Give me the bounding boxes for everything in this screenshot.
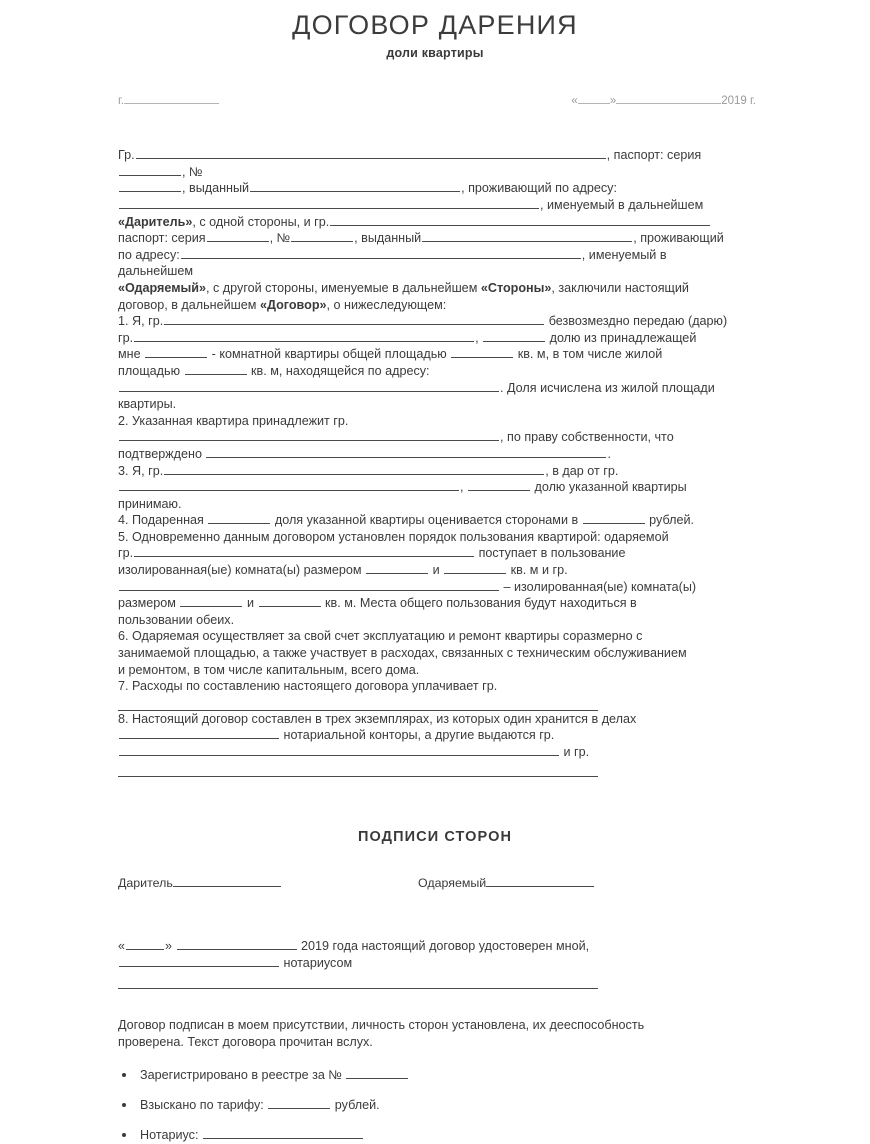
clause-5-and-label-2: и [246, 596, 255, 611]
clause-1-share-blank [483, 330, 545, 342]
notary-line-1 [118, 938, 730, 955]
clause-8-party-2-blank [118, 761, 598, 777]
donor-passport-number-blank [119, 180, 181, 192]
tariff-amount-blank [268, 1097, 330, 1109]
date-field [571, 93, 756, 107]
concluded-label: , заключили настоящий [551, 280, 689, 295]
clause-5-isolated-label: – изолированная(ые) комната(ы) [503, 579, 697, 594]
passport-number-label: , № [182, 164, 203, 179]
clause-6-line-3: и ремонтом, в том числе капитальным, всего дома. [118, 662, 420, 677]
clause-2-ownership-label: , по праву собственности, что [500, 430, 674, 445]
clause-1-address-blank [119, 380, 499, 392]
preamble-line-8 [118, 297, 730, 314]
preamble-line-6 [118, 247, 730, 280]
clause-1-donor-blank [164, 313, 544, 325]
donee-signature-field [418, 875, 594, 890]
issued-by-label: , выданный [182, 181, 250, 196]
clause-1-gr-label: гр. [118, 330, 134, 345]
preamble-block [118, 147, 730, 313]
clause-1-share-calc-label: . Доля исчислена из жилой площади [500, 380, 715, 395]
donor-address-label: , проживающий по адресу: [461, 181, 617, 196]
donee-issued-label: , выданный [354, 231, 422, 246]
following-label: , о нижеследующем: [326, 297, 447, 312]
preamble-line-7 [118, 280, 730, 297]
clause-1-share-label: долю из принадлежащей [549, 330, 697, 345]
clause-4 [118, 512, 730, 529]
clause-5-line-4 [118, 579, 730, 596]
title-block [0, 0, 870, 60]
donor-term-label: «Даритель» [118, 214, 193, 229]
donee-signature-blank [486, 875, 594, 887]
donee-name-blank [330, 214, 710, 226]
clause-5-donor-blank [119, 579, 499, 591]
clause-8-notary-office-blank [119, 727, 279, 739]
year-label: 2019 г. [721, 95, 756, 108]
clause-4-line-1 [118, 512, 730, 529]
document-body [0, 147, 870, 776]
city-field [118, 93, 219, 107]
parties-term-label: «Стороны» [480, 280, 552, 295]
clause-5-and-label-1: и [432, 563, 440, 578]
clause-4-rubles-label: рублей. [649, 513, 695, 528]
donee-address-blank [181, 247, 581, 259]
clause-6 [118, 628, 730, 678]
donor-name-blank [136, 147, 606, 159]
clause-3-from-label: , в дар от гр. [545, 463, 619, 478]
donor-address-blank [119, 197, 539, 209]
other-side-label: , с другой стороны, именуемые в дальнейшем [206, 280, 478, 295]
donor-signature-label: Даритель [118, 875, 173, 890]
clause-8-line-2 [118, 727, 730, 744]
donee-residing-label: , проживающий [633, 231, 724, 246]
clause-3-donee-blank [164, 463, 544, 475]
contract-intro-label: договор, в дальнейшем [118, 297, 257, 312]
day-blank [578, 93, 610, 104]
signature-row [0, 875, 870, 890]
clause-3-share-label: долю указанной квартиры [534, 480, 687, 495]
clause-1-rooms-label: - комнатной квартиры общей площадью [211, 347, 447, 362]
notary-day-blank [126, 938, 164, 950]
page-title: ДОГОВОР ДАРЕНИЯ [292, 10, 578, 40]
clause-1-line-1 [118, 313, 730, 330]
clause-2-line-1: 2. Указанная квартира принадлежит гр. [118, 413, 349, 428]
attestation-block [0, 1017, 870, 1051]
clause-1-living-area-blank [185, 363, 247, 375]
donee-signature-label: Одаряемый [418, 875, 487, 890]
clause-4-share-blank [208, 512, 270, 524]
date-row [0, 93, 870, 107]
donor-side-label: , с одной стороны, и гр. [192, 214, 330, 229]
clause-1-living-label: площадью [118, 363, 181, 378]
clause-5-room-size-1-blank [366, 562, 428, 574]
clause-1-transfer-label: безвозмездно передаю (дарю) [548, 314, 728, 329]
clause-4-valued-label: доля указанной квартиры оценивается сторонами в [274, 513, 579, 528]
clause-3-comma-label: , [460, 480, 464, 495]
clause-5-room-size-4-blank [259, 595, 321, 607]
bullet-dot-icon [122, 1103, 126, 1107]
clause-5-donee-blank [134, 545, 474, 557]
clause-5-common-label: кв. м. Места общего пользования будут находиться в [325, 596, 637, 611]
notary-signature-blank [203, 1127, 363, 1139]
clause-2-line-3 [118, 446, 730, 463]
quote-open-label: « [571, 95, 578, 108]
registry-number-label: Зарегистрировано в реестре за № [140, 1067, 342, 1082]
donee-passport-number-blank [291, 230, 353, 242]
clause-3-line-1 [118, 463, 730, 480]
clause-8-line-3 [118, 744, 730, 761]
clause-2-confirmed-blank [206, 446, 606, 458]
clause-8-party-1-blank [119, 744, 559, 756]
attestation-line-2: проверена. Текст договора прочитан вслух. [118, 1034, 373, 1049]
clause-4-intro-label: 4. Подаренная [118, 513, 204, 528]
notary-name-blank [119, 955, 279, 967]
clause-6-line-2: занимаемой площадью, а также участвует в расходах, связанных с техническим обслуживанием [118, 646, 687, 661]
list-item [140, 1067, 870, 1084]
clause-2-confirmed-label: подтверждено [118, 446, 202, 461]
clause-4-amount-blank [583, 512, 645, 524]
donor-passport-series-blank [119, 164, 181, 176]
clause-2 [118, 413, 730, 463]
clause-1-line-2 [118, 330, 730, 347]
clause-5-line-2 [118, 545, 730, 562]
clause-3-line-3: принимаю. [118, 496, 182, 511]
city-blank [124, 93, 219, 104]
clause-5-room-size-2-blank [444, 562, 506, 574]
clause-7 [118, 678, 730, 711]
notary-quote-close-label: » [165, 938, 173, 953]
clause-8 [118, 711, 730, 777]
page-subtitle: доли квартиры [386, 46, 484, 61]
donor-signature-blank [173, 875, 281, 887]
clause-5-room-size-3-blank [180, 595, 242, 607]
list-item [140, 1097, 870, 1114]
clause-5-line-3 [118, 562, 730, 579]
clause-5-line-6: пользовании обеих. [118, 612, 235, 627]
clause-8-office-label: нотариальной конторы, а другие выдаются гр. [283, 728, 555, 743]
clause-5-rooms-label: изолированная(ые) комната(ы) размером [118, 563, 362, 578]
passport-series-label: , паспорт: серия [606, 148, 702, 163]
clause-1-total-area-label: кв. м, в том числе жилой [517, 347, 663, 362]
notary-certified-label: 2019 года настоящий договор удостоверен мной, [301, 938, 590, 953]
clause-7-payer-blank [118, 695, 598, 711]
quote-close-label: » [609, 95, 617, 108]
notary-quote-open-label: « [118, 938, 126, 953]
donee-passport-series-blank [207, 230, 269, 242]
tariff-label: Взыскано по тарифу: [140, 1097, 264, 1112]
clause-1-comma-label: , [475, 330, 479, 345]
clause-1-mne-label: мне [118, 347, 141, 362]
notary-extra-blank [118, 972, 598, 989]
preamble-line-4 [118, 214, 730, 231]
notary-month-blank [177, 938, 297, 950]
bullet-dot-icon [122, 1133, 126, 1137]
donor-signature-field [118, 875, 418, 890]
clause-5-receives-label: поступает в пользование [478, 546, 626, 561]
clause-3 [118, 463, 730, 513]
clause-5-line-5 [118, 595, 730, 612]
signatures-heading: ПОДПИСИ СТОРОН [357, 828, 513, 845]
clause-8-and-label: и гр. [563, 745, 590, 760]
clause-1-rooms-blank [145, 346, 207, 358]
clause-5-sqm-label-1: кв. м и гр. [510, 563, 568, 578]
clause-7-line-1: 7. Расходы по составлению настоящего договора уплачивает гр. [118, 679, 498, 694]
city-prefix-label: г. [118, 95, 124, 108]
clause-3-line-2 [118, 479, 730, 496]
clause-5-gr-label: гр. [118, 546, 134, 561]
registry-list [0, 1067, 870, 1144]
clause-2-owner-blank [119, 429, 499, 441]
clause-3-donor-blank [119, 479, 459, 491]
clause-6-line-1: 6. Одаряемая осуществляет за свой счет эксплуатацию и ремонт квартиры соразмерно с [118, 629, 643, 644]
month-blank [616, 93, 721, 104]
clause-1-intro-label: 1. Я, гр. [118, 314, 164, 329]
donee-term-label: «Одаряемый» [118, 280, 207, 295]
tariff-rubles-label: рублей. [334, 1097, 380, 1112]
clause-1-total-area-blank [451, 346, 513, 358]
contract-term-label: «Договор» [259, 297, 327, 312]
notary-role-label: нотариусом [283, 955, 353, 970]
donor-issued-blank [250, 180, 460, 192]
donee-passport-series-label: паспорт: серия [118, 231, 206, 246]
preamble-line-1 [118, 147, 730, 180]
clause-5-size-label: размером [118, 596, 176, 611]
clause-1-located-label: кв. м, находящейся по адресу: [251, 363, 430, 378]
clause-1-line-4 [118, 363, 730, 380]
donee-passport-number-label: , № [269, 231, 291, 246]
list-item [140, 1127, 870, 1144]
hereinafter-label-1: , именуемый в дальнейшем [540, 198, 704, 213]
clause-5-line-1: 5. Одновременно данным договором установлен порядок пользования квартирой: одаряемой [118, 529, 669, 544]
clause-1-line-6: квартиры. [118, 397, 177, 412]
clause-1-line-3 [118, 346, 730, 363]
donee-issued-blank [422, 230, 632, 242]
clause-1-line-5 [118, 380, 730, 397]
clause-5 [118, 529, 730, 629]
donee-address-label: по адресу: [118, 247, 180, 262]
notary-block [0, 938, 870, 989]
notary-line-2 [118, 955, 730, 972]
notary-signature-label: Нотариус: [140, 1127, 199, 1142]
clause-3-intro-label: 3. Я, гр. [118, 463, 164, 478]
attestation-line-1: Договор подписан в моем присутствии, личность сторон установлена, их дееспособность [118, 1017, 645, 1032]
clause-3-share-blank [468, 479, 530, 491]
clause-8-line-1: 8. Настоящий договор составлен в трех экземплярах, из которых один хранится в делах [118, 711, 637, 726]
preamble-line-5 [118, 230, 730, 247]
clause-2-period-label: . [607, 446, 611, 461]
bullet-dot-icon [122, 1073, 126, 1077]
clause-1-donee-blank [134, 330, 474, 342]
clause-2-line-2 [118, 429, 730, 446]
registry-number-blank [346, 1067, 408, 1079]
preamble-line-3 [118, 197, 730, 214]
preamble-line-2 [118, 180, 730, 197]
donor-intro-label: Гр. [118, 148, 135, 163]
clause-1 [118, 313, 730, 413]
hereinafter-label-2: , именуемый в дальнейшем [118, 247, 667, 279]
